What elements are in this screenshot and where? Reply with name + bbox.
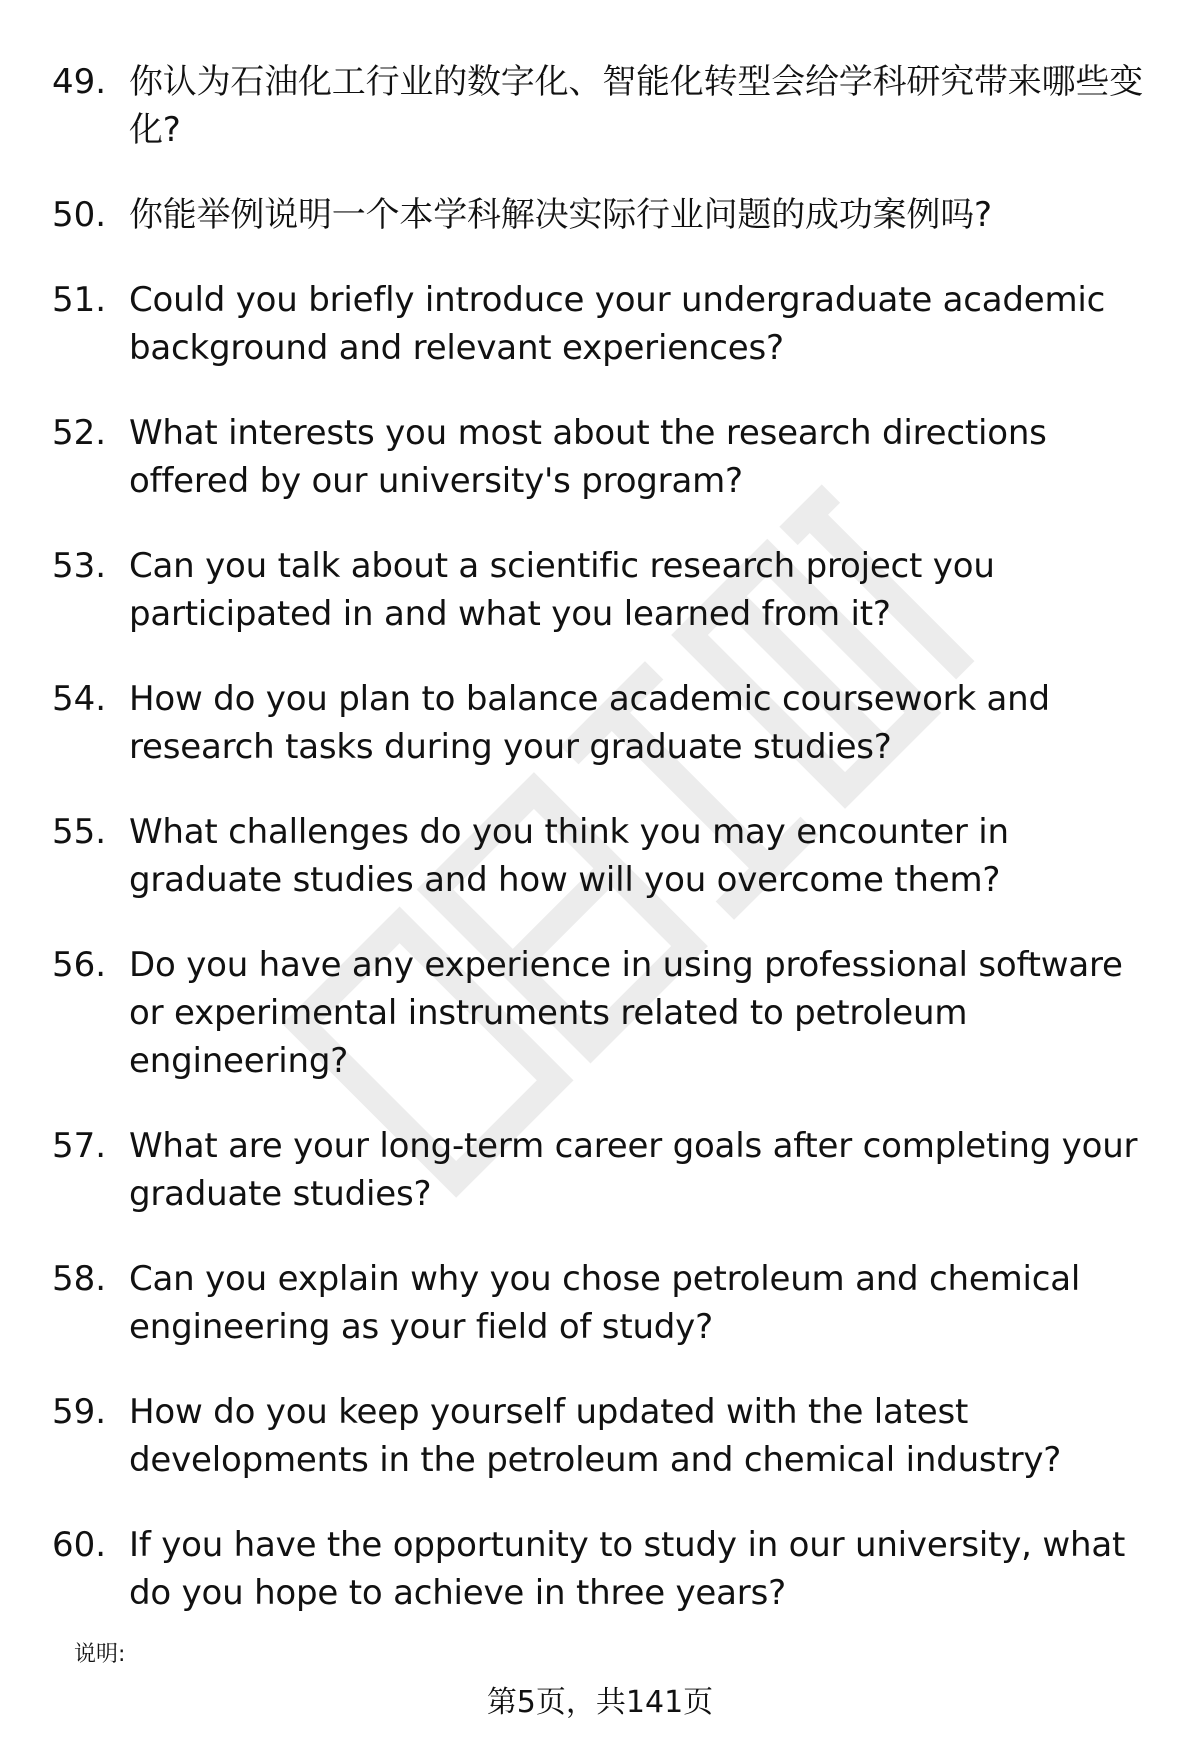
question-text: How do you plan to balance academic coursework and research tasks during your graduate studies? — [129, 679, 1050, 767]
question-number: 60. — [52, 1525, 107, 1565]
question-number: 51. — [52, 280, 107, 320]
question-item — [52, 1122, 1152, 1218]
question-text: Can you talk about a scientific research project you participated in and what you learned from it? — [129, 546, 995, 634]
question-item — [52, 276, 1152, 372]
question-item — [52, 675, 1152, 771]
page-footer: 第5页，共141页 — [486, 1685, 714, 1720]
question-item — [52, 1388, 1152, 1484]
question-item — [52, 1255, 1152, 1351]
question-text: What interests you most about the research directions offered by our university's program? — [129, 413, 1047, 501]
question-number: 57. — [52, 1126, 107, 1166]
question-item — [52, 808, 1152, 904]
question-text: Could you briefly introduce your undergraduate academic background and relevant experiences? — [129, 280, 1106, 368]
question-text: If you have the opportunity to study in our university, what do you hope to achieve in three years? — [129, 1525, 1126, 1613]
question-item — [52, 191, 1152, 239]
question-text: What challenges do you think you may encounter in graduate studies and how will you overcome them? — [129, 812, 1009, 900]
question-number: 54. — [52, 679, 107, 719]
question-item — [52, 409, 1152, 505]
question-text: Can you explain why you chose petroleum and chemical engineering as your field of study? — [129, 1259, 1081, 1347]
question-text: Do you have any experience in using professional software or experimental instruments related to petroleum engineering? — [129, 945, 1123, 1081]
question-number: 59. — [52, 1392, 107, 1432]
question-text: 你认为石油化工行业的数字化、智能化转型会给学科研究带来哪些变化? — [129, 62, 1143, 150]
question-item — [52, 941, 1152, 1085]
question-item — [52, 542, 1152, 638]
question-text: How do you keep yourself updated with the latest developments in the petroleum and chemical industry? — [129, 1392, 1062, 1480]
question-number: 58. — [52, 1259, 107, 1299]
question-list — [52, 58, 1152, 1654]
question-text: What are your long-term career goals after completing your graduate studies? — [129, 1126, 1138, 1214]
note-label: 说明: — [74, 1642, 126, 1667]
question-number: 50. — [52, 195, 107, 235]
question-number: 53. — [52, 546, 107, 586]
question-text: 你能举例说明一个本学科解决实际行业问题的成功案例吗? — [129, 195, 992, 235]
question-number: 55. — [52, 812, 107, 852]
question-number: 49. — [52, 62, 107, 102]
question-item — [52, 1521, 1152, 1617]
question-number: 52. — [52, 413, 107, 453]
question-number: 56. — [52, 945, 107, 985]
question-item — [52, 58, 1152, 154]
